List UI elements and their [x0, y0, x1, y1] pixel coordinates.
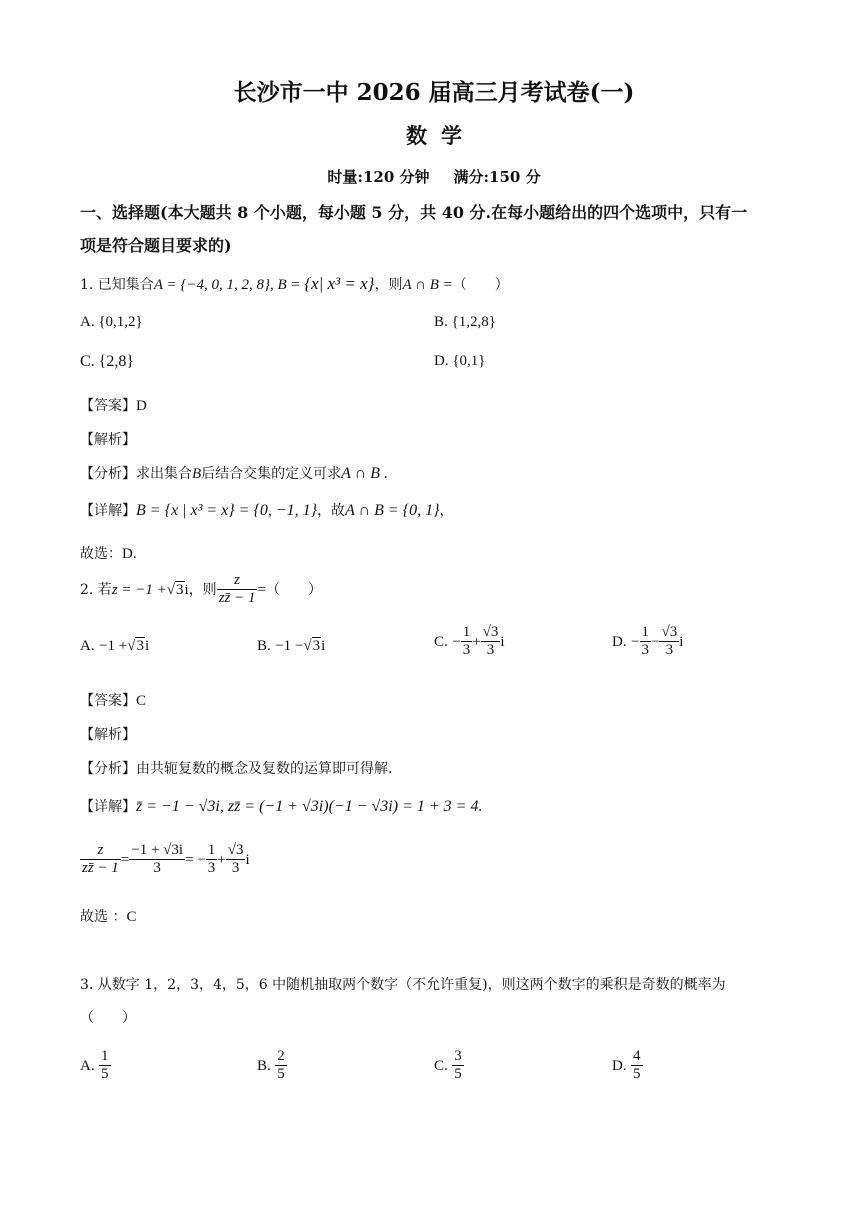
q2-option-d-n1: 1 — [640, 624, 652, 642]
q1-fenxi — [80, 463, 388, 483]
detail-label: 【详解】 — [80, 503, 136, 519]
q3-option-a-frac — [99, 1048, 111, 1084]
q1-fenxi-text: 求出集合 — [136, 466, 192, 482]
q2-calc-n3: 1 — [206, 842, 218, 860]
q2-eq: = — [257, 581, 266, 598]
q1-prefix: 1. 已知集合 — [80, 277, 154, 293]
q1-option-c: C. {2,8} — [80, 353, 135, 370]
q1-option-b: B. {1,2,8} — [434, 314, 496, 330]
q3-option-b-num: 2 — [275, 1048, 287, 1066]
q3-option-a-den: 5 — [101, 1066, 109, 1083]
q2-frac-num: z — [217, 572, 258, 590]
q1-choose — [80, 543, 137, 563]
q2-calc-den: zz̄ − 1 — [82, 860, 119, 877]
q2-option-d-label: D. — [612, 633, 627, 650]
q2-option-c-n1: 1 — [461, 624, 473, 642]
choose-label: 故选： — [80, 546, 122, 562]
q2-z-expr: z = −1 + — [111, 581, 167, 598]
q2-detail-expr: z̄ = −1 − √3i, zz̄ = (−1 + √3i)(−1 − √3i) = 1 + 3 = 4. — [136, 798, 483, 815]
question-1 — [80, 274, 509, 294]
q3-option-c-num: 3 — [452, 1048, 464, 1066]
q2-option-c-n2: √3 — [481, 624, 501, 642]
q2-option-d-frac1 — [640, 624, 652, 660]
sqrt-icon: √ — [166, 581, 176, 598]
q2-i: i — [184, 581, 189, 598]
q2-analysis-label: 【解析】 — [80, 727, 136, 743]
q2-answer — [80, 690, 146, 710]
q2-fraction — [217, 572, 258, 608]
q3-option-b-frac — [275, 1048, 287, 1084]
q2-option-a-sqrt: 3 — [136, 638, 144, 654]
q3-option-a — [80, 1048, 111, 1084]
q1-fenxi-expr: A ∩ B . — [341, 465, 388, 482]
q1-answer-value: D — [136, 398, 147, 414]
q2-calc-i: i — [245, 851, 250, 868]
q2-calc-frac4 — [226, 842, 246, 878]
q2-option-b-expr: −1 − — [275, 638, 304, 654]
q1-choose-value: D. — [122, 546, 137, 562]
time-limit: 时量:120 分钟 — [327, 168, 430, 186]
exam-meta — [0, 166, 868, 187]
q2-option-b-i: i — [321, 638, 326, 654]
q1-option-d: D. {0,1} — [434, 353, 486, 369]
q1-detail-expr2: A ∩ B = {0, 1} — [345, 502, 440, 519]
q2-option-a-expr: −1 + — [99, 638, 128, 654]
q2-option-a: A. −1 +√3i — [80, 638, 150, 654]
q2-choose — [80, 906, 136, 926]
q2-fenxi-label: 【分析】 — [80, 761, 136, 777]
q2-option-b-sqrt: 3 — [312, 638, 321, 654]
q2-option-d — [612, 624, 683, 660]
q2-calc-eq2: = − — [185, 851, 206, 868]
q2-calc-d3: 3 — [207, 860, 216, 877]
q2-choose-label: 故选 ： — [80, 909, 127, 925]
section-heading-line2: 项是符合题目要求的) — [80, 236, 232, 255]
q3-option-a-num: 1 — [99, 1048, 111, 1066]
q2-paren: （ ） — [265, 581, 322, 598]
q1-set-a: A = {−4, 0, 1, 2, 8}, B = — [153, 277, 305, 293]
q1-answer — [80, 395, 147, 415]
q3-option-c — [434, 1048, 464, 1084]
exam-title: 长沙市一中 2026 届高三月考试卷(一) — [233, 79, 635, 106]
q3-option-b — [257, 1048, 287, 1084]
q3-option-d-num: 4 — [631, 1048, 643, 1066]
q2-option-c-i: i — [500, 633, 505, 650]
q2-option-b-label: B. — [257, 638, 271, 654]
subject-title: 数学 — [406, 123, 476, 148]
q1-detail-text: ，故 — [317, 503, 346, 519]
q2-option-c-d1: 3 — [462, 642, 471, 659]
q1-detail-end: ， — [439, 503, 454, 519]
q2-then: ，则 — [188, 581, 217, 598]
q2-option-c-sign: − — [452, 633, 461, 650]
q2-option-b: B. −1 −√3i — [257, 638, 326, 654]
q2-option-d-n2: √3 — [659, 624, 679, 642]
q2-frac-den: zz̄ − 1 — [218, 590, 256, 607]
q2-option-c-d2: 3 — [486, 642, 495, 659]
q1-detail-expr: B = {x | x³ = x} = {0, −1, 1} — [136, 502, 318, 519]
question-3: 3. 从数字 1，2，3，4，5，6 中随机抽取两个数字（不允许重复)，则这两个数字的乘积是奇数的概率为 — [80, 977, 726, 993]
q3-option-b-label: B. — [257, 1057, 271, 1074]
q2-option-c — [434, 624, 505, 660]
q1-analysis-label: 【解析】 — [80, 432, 136, 448]
q2-fenxi-text: 由共轭复数的概念及复数的运算即可得解. — [136, 761, 393, 777]
q2-detail — [80, 796, 482, 816]
q3-option-b-den: 5 — [277, 1066, 285, 1083]
q2-option-d-i: i — [679, 633, 684, 650]
q1-set-b: {x| x³ = x} — [304, 274, 375, 293]
q1-paren: （ ） — [452, 277, 509, 293]
q2-answer-value: C — [136, 693, 147, 709]
q1-fenxi-b: B — [192, 466, 202, 482]
q2-prefix: 2. 若 — [80, 581, 112, 598]
q3-option-d-label: D. — [612, 1057, 627, 1074]
q2-option-c-frac2 — [481, 624, 501, 660]
q2-option-d-frac2 — [659, 624, 679, 660]
q2-option-c-label: C. — [434, 633, 448, 650]
q2-option-d-sign: − — [631, 633, 640, 650]
q2-calc-frac1 — [80, 842, 121, 878]
q3-option-c-den: 5 — [454, 1066, 462, 1083]
q2-choose-value: C — [126, 909, 137, 925]
q2-calculation — [80, 842, 250, 878]
q2-fenxi — [80, 758, 392, 778]
q2-option-a-i: i — [144, 638, 150, 654]
q3-paren: （ ） — [80, 1010, 136, 1026]
q2-option-c-frac1 — [461, 624, 473, 660]
q2-detail-label: 【详解】 — [80, 799, 136, 815]
q2-option-a-label: A. — [80, 638, 95, 654]
q1-then: ，则 — [374, 277, 403, 293]
q2-answer-label: 【答案】 — [80, 693, 136, 709]
q2-calc-den2: 3 — [153, 860, 161, 877]
q2-calc-eq1: = — [120, 851, 130, 868]
q1-detail — [80, 500, 453, 520]
q1-fenxi-text2: 后结合交集的定义可求 — [201, 466, 342, 482]
q1-ask: A ∩ B = — [402, 277, 453, 293]
q3-option-c-frac — [452, 1048, 464, 1084]
q3-option-d-frac — [631, 1048, 643, 1084]
q2-option-d-d1: 3 — [641, 642, 650, 659]
q2-option-d-d2: 3 — [665, 642, 674, 659]
answer-label: 【答案】 — [80, 398, 136, 414]
q2-option-d-mid: − — [651, 633, 660, 650]
q2-calc-plus: + — [217, 851, 226, 868]
q3-option-d-den: 5 — [633, 1066, 641, 1083]
q2-calc-frac2 — [129, 842, 185, 878]
q2-calc-num2: −1 + √3i — [129, 842, 185, 860]
fenxi-label: 【分析】 — [80, 466, 136, 482]
q3-option-d — [612, 1048, 643, 1084]
q3-option-a-label: A. — [80, 1057, 95, 1074]
question-2 — [80, 572, 322, 608]
full-score: 满分:150 分 — [453, 168, 541, 186]
section-heading-line1: 一、选择题(本大题共 8 个小题，每小题 5 分，共 40 分.在每小题给出的四个选项中，只有一 — [80, 203, 748, 222]
q1-option-a: A. {0,1,2} — [80, 314, 143, 330]
q2-calc-num: z — [80, 842, 121, 860]
q2-calc-n4: √3 — [226, 842, 246, 860]
q3-option-c-label: C. — [434, 1057, 448, 1074]
q2-calc-d4: 3 — [231, 860, 240, 877]
q2-option-c-mid: + — [472, 633, 481, 650]
q2-calc-frac3 — [206, 842, 218, 878]
q2-sqrt3: 3 — [176, 581, 184, 598]
